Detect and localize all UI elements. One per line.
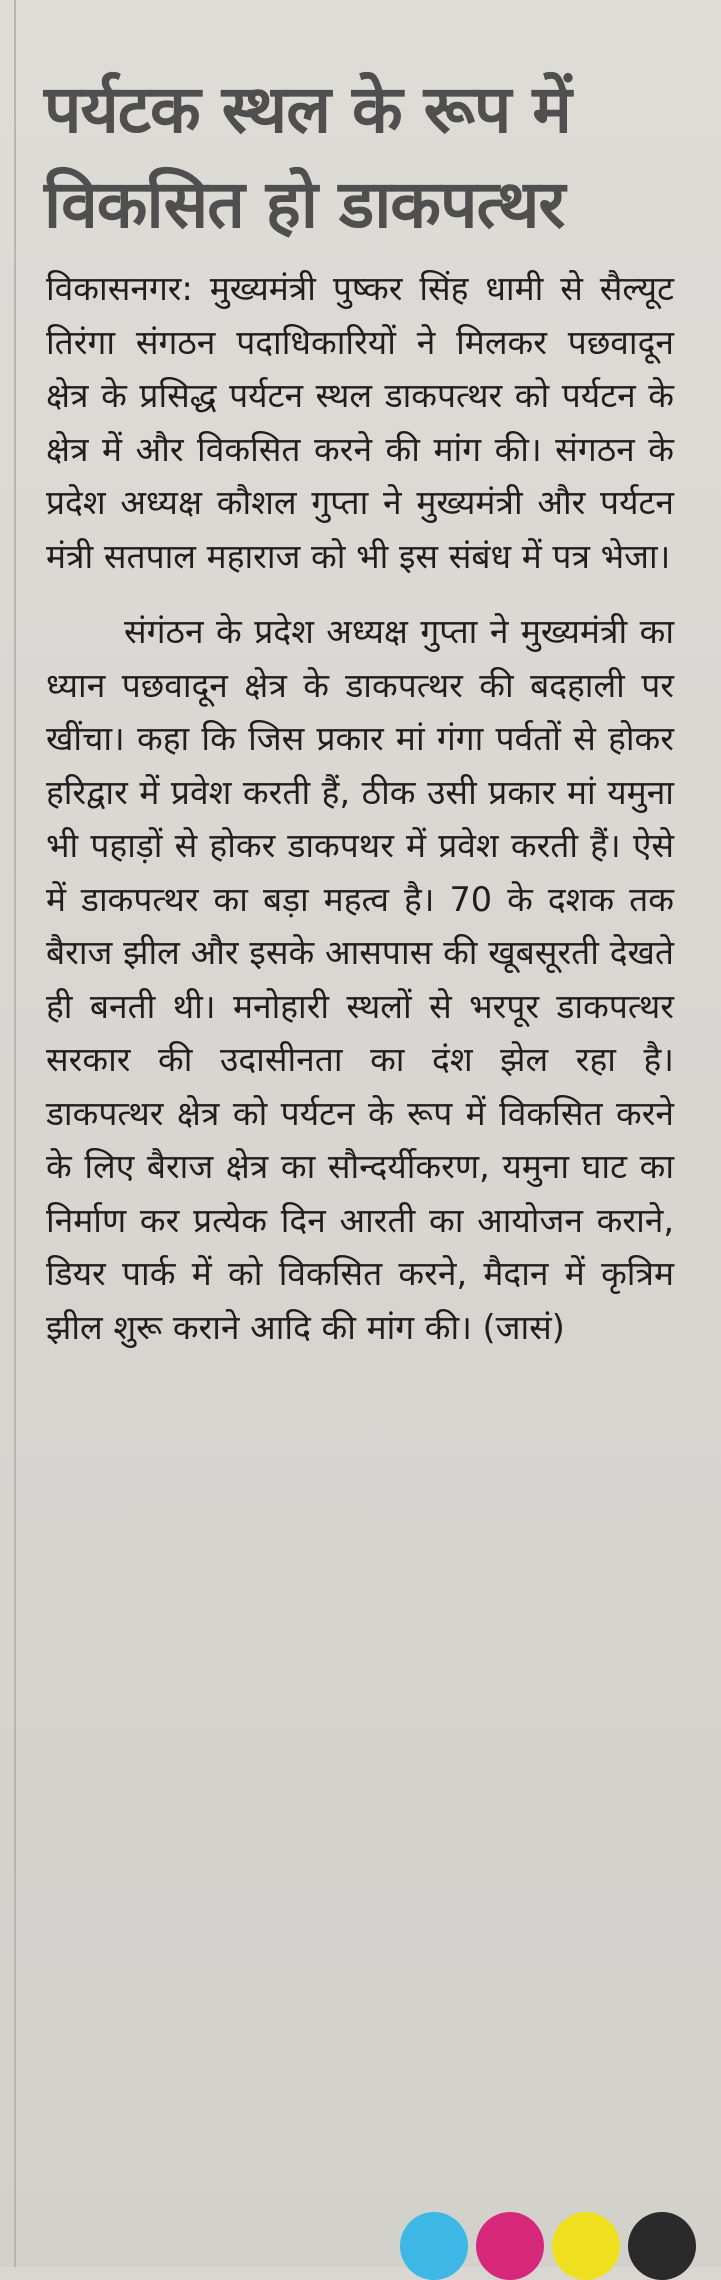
yellow-registration-dot [552,2212,620,2280]
black-registration-dot [628,2212,696,2280]
paragraph-1 [46,262,674,583]
headline-line-2: विकसित हो डाकपत्थर [44,166,565,243]
print-registration-marks [400,2212,696,2267]
dateline: विकासनगर: [46,269,193,308]
paragraph-2: संगंठन के प्रदेश अध्यक्ष गुप्ता ने मुख्यमंत्री का ध्यान पछवादून क्षेत्र के डाकपत्थर की बदहाली पर खींचा। कहा कि जिस प्रकार मां गंगा पर्वतों से होकर हरिद्वार में प्रवेश करती हैं, ठीक उसी प्रकार मां यमुना भी पहाड़ों से होकर डाकपथर में प्रवेश करती हैं। ऐसे में डाकपत्थर का बड़ा महत्व है। 70 के दशक तक बैराज झील और इसके आसपास की खूबसूरती देखते ही बनती थी। मनोहारी स्थलों से भरपूर डाकपत्थर सरकार की उदासीनता का दंश झेल रहा है। डाकपत्थर क्षेत्र को पर्यटन के रूप में विकसित करने के लिए बैराज क्षेत्र का सौन्दर्यीकरण, यमुना घाट का निर्माण कर प्रत्येक दिन आरती का आयोजन कराने, डियर पार्क में को विकसित करने, मैदान में कृत्रिम झील शुरू कराने आदि की मांग की। (जासं) [46,612,674,1347]
paragraph-1-text: मुख्यमंत्री पुष्कर सिंह धामी से सैल्यूट तिरंगा संगठन पदाधिकारियों ने मिलकर पछवादून क्षेत्र के प्रसिद्ध पर्यटन स्थल डाकपत्थर को पर्यटन के क्षेत्र में और विकसित करने की मांग की। संगठन के प्रदेश अध्यक्ष कौशल गुप्ता ने मुख्यमंत्री और पर्यटन मंत्री सतपाल महाराज को भी इस संबंध में पत्र भेजा। [46,269,674,576]
article-body [46,262,674,1354]
column-rule [14,0,16,2267]
magenta-registration-dot [476,2212,544,2280]
headline [44,62,694,252]
headline-line-1: पर्यटक स्थल के रूप में [44,71,571,148]
cyan-registration-dot [400,2212,468,2280]
